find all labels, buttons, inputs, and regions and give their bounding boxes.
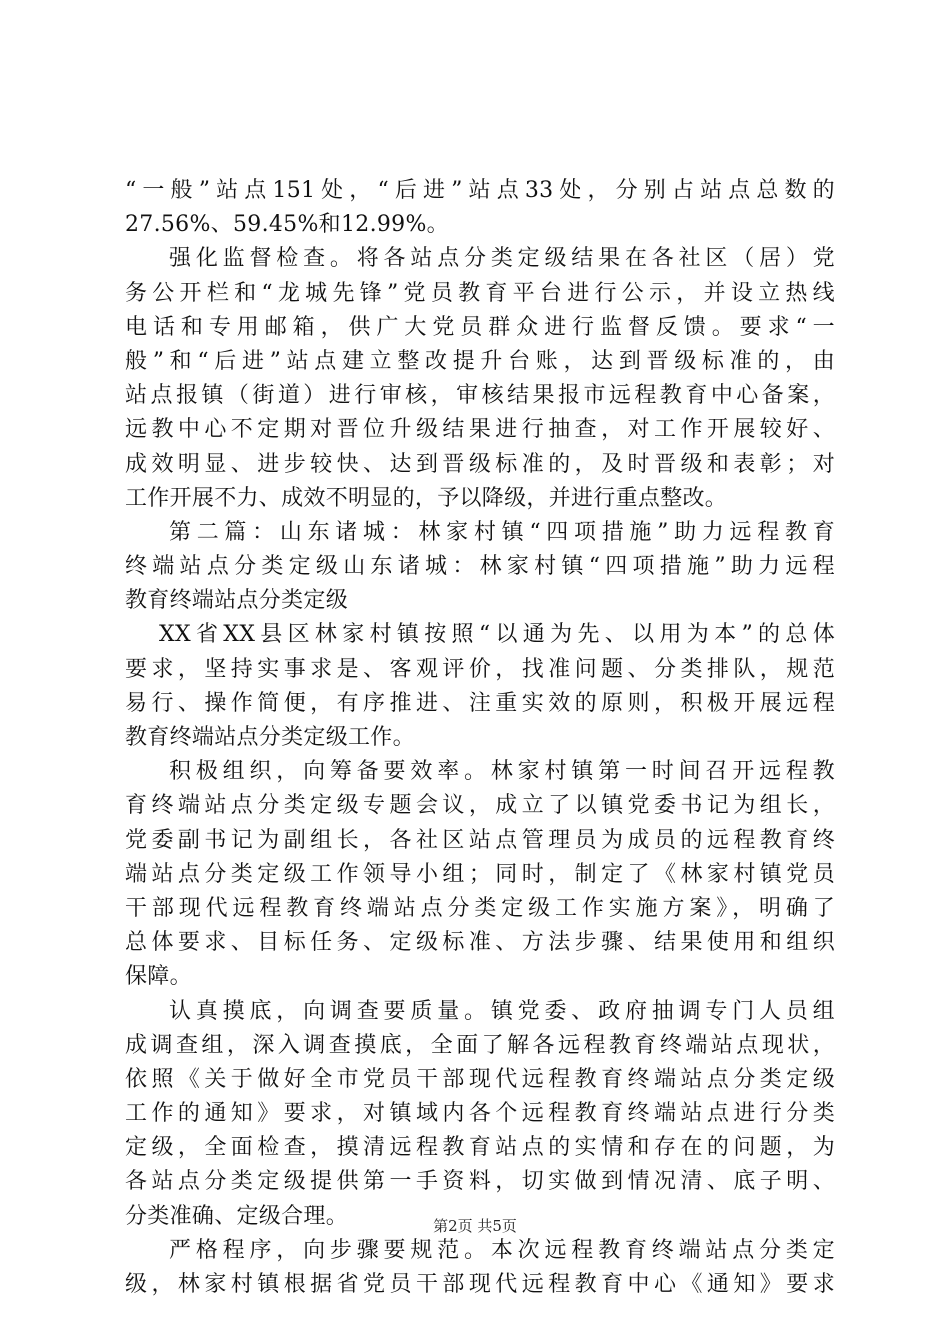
text-line: 认真摸底，向调查要质量。镇党委、政府抽调专门人员组	[169, 998, 835, 1024]
text-line: 站点报镇（街道）进行审核，审核结果报市远程教育中心备案，	[125, 383, 835, 409]
text-line: 电话和专用邮箱，供广大党员群众进行监督反馈。要求“一	[125, 314, 835, 340]
text-line: 分类准确、定级合理。	[125, 1203, 349, 1229]
text-line: 总体要求、目标任务、定级标准、方法步骤、结果使用和组织	[125, 930, 835, 956]
text-line: 育终端站点分类定级专题会议，成立了以镇党委书记为组长，	[125, 793, 835, 819]
text-line: 依照《关于做好全市党员干部现代远程教育终端站点分类定级	[125, 1066, 835, 1092]
text-line: 要求，坚持实事求是、客观评价，找准问题、分类排队，规范	[125, 656, 835, 682]
text-line: 级，林家村镇根据省党员干部现代远程教育中心《通知》要求	[125, 1272, 835, 1297]
text-line: 教育终端站点分类定级工作。	[125, 725, 415, 750]
document-body	[125, 174, 835, 1302]
text-line: 第二篇：山东诸城：林家村镇“四项措施”助力远程教育	[169, 519, 835, 545]
text-line: 保障。	[125, 964, 192, 990]
text-line: XX省XX县区林家村镇按照“以通为先、以用为本”的总体	[159, 622, 835, 648]
text-line: 教育终端站点分类定级	[125, 588, 349, 614]
text-line: 27.56%、59.45%和12.99%。	[125, 212, 449, 238]
text-line: “一般”站点151处，“后进”站点33处，分别占站点总数的	[125, 178, 835, 203]
text-line: 远教中心不定期对晋位升级结果进行抽查，对工作开展较好、	[125, 417, 835, 443]
text-line: 强化监督检查。将各站点分类定级结果在各社区（居）党	[169, 246, 835, 272]
text-line: 党委副书记为副组长，各社区站点管理员为成员的远程教育终	[125, 827, 835, 853]
text-line: 各站点分类定级提供第一手资料，切实做到情况清、底子明、	[125, 1169, 835, 1195]
text-line: 定级，全面检查，摸清远程教育站点的实情和存在的问题，为	[125, 1135, 835, 1161]
page-footer: 第2页 共5页	[433, 1217, 517, 1235]
text-line: 工作开展不力、成效不明显的，予以降级，并进行重点整改。	[125, 485, 728, 511]
text-line: 严格程序，向步骤要规范。本次远程教育终端站点分类定	[169, 1237, 835, 1263]
text-line: 成调查组，深入调查摸底，全面了解各远程教育终端站点现状，	[125, 1032, 835, 1058]
text-line: 终端站点分类定级山东诸城：林家村镇“四项措施”助力远程	[125, 554, 835, 580]
text-line: 般”和“后进”站点建立整改提升台账，达到晋级标准的，由	[125, 348, 835, 374]
text-line: 成效明显、进步较快、达到晋级标准的，及时晋级和表彰；对	[125, 451, 835, 477]
text-line: 易行、操作简便，有序推进、注重实效的原则，积极开展远程	[125, 690, 835, 716]
text-line: 务公开栏和“龙城先锋”党员教育平台进行公示，并设立热线	[125, 280, 835, 306]
text-line: 积极组织，向筹备要效率。林家村镇第一时间召开远程教	[169, 759, 835, 785]
text-line: 端站点分类定级工作领导小组；同时，制定了《林家村镇党员	[125, 861, 835, 887]
text-line: 干部现代远程教育终端站点分类定级工作实施方案》，明确了	[125, 895, 835, 921]
text-line: 工作的通知》要求，对镇域内各个远程教育终端站点进行分类	[125, 1101, 835, 1127]
